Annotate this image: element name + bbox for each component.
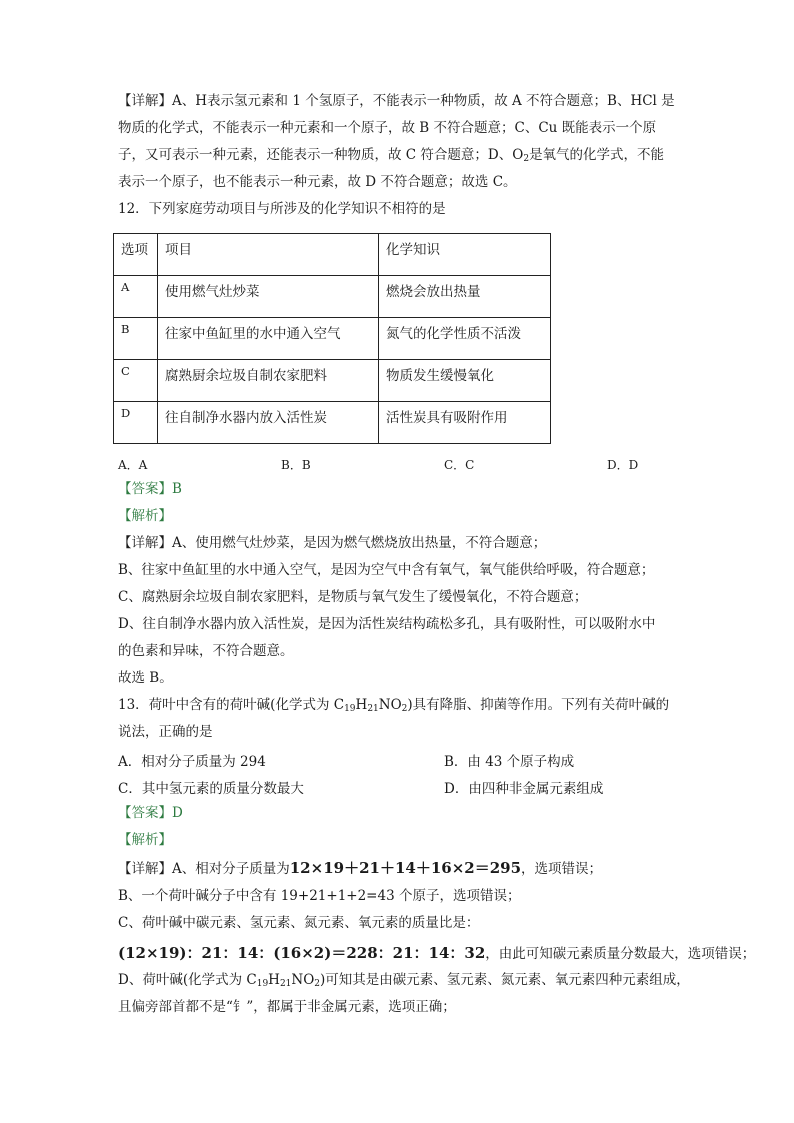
molar-mass-formula: 12×19＋21＋14＋16×2＝295 bbox=[289, 859, 522, 877]
table-header-cell: 项目 bbox=[158, 234, 379, 276]
q11-detail-line-3-tail: 是氧气的化学式，不能 bbox=[529, 147, 665, 163]
q13-analysis-label: 【解析】 bbox=[118, 832, 172, 848]
mass-ratio-formula: (12×19)：21：14：(16×2)＝228：21：14：32 bbox=[118, 944, 486, 962]
table-cell: 使用燃气灶炒菜 bbox=[158, 276, 379, 318]
q11-detail-line-3 bbox=[118, 146, 664, 164]
q13-detail-a: 【详解】A、相对分子质量为12×19＋21＋14＋16×2＝295，选项错误； bbox=[118, 859, 603, 877]
q13-detail-d: D、荷叶碱(化学式为 $C_{19}H_{21}NO_2$)可知其是由碳元素、氢元素、氮元素、氧元素四种元素组成， bbox=[118, 972, 690, 989]
q13-detail-b: B、一个荷叶碱分子中含有 19+21+1+2=43 个原子，选项错误； bbox=[118, 888, 521, 904]
table-cell: 物质发生缓慢氧化 bbox=[379, 360, 551, 402]
table-header-cell: 选项 bbox=[114, 234, 158, 276]
q12-choice-d: D．D bbox=[607, 458, 639, 472]
table-cell: 往自制净水器内放入活性炭 bbox=[158, 402, 379, 444]
table-row bbox=[114, 318, 551, 360]
q13-detail-c: C、荷叶碱中碳元素、氢元素、氮元素、氧元素的质量比是： bbox=[118, 915, 480, 931]
table-cell: D bbox=[114, 402, 158, 444]
table-cell: 燃烧会放出热量 bbox=[379, 276, 551, 318]
q11-detail-line-2: 物质的化学式，不能表示一种元素和一个原子，故 B 不符合题意；C、Cu 既能表示一个原 bbox=[118, 120, 657, 136]
table-cell: 活性炭具有吸附作用 bbox=[379, 402, 551, 444]
table-row bbox=[114, 402, 551, 444]
q13-choice-b: B．由 43 个原子构成 bbox=[444, 754, 575, 770]
q13-ratio-line: (12×19)：21：14：(16×2)＝228：21：14：32，由此可知碳元素质量分数最大，选项错误； bbox=[118, 944, 756, 962]
q13-choice-d: D．由四种非金属元素组成 bbox=[444, 781, 604, 797]
table-row bbox=[114, 276, 551, 318]
q12-detail-line-4: D、往自制净水器内放入活性炭，是因为活性炭结构疏松多孔，具有吸附性，可以吸附水中 bbox=[118, 616, 656, 632]
table-header-cell: 化学知识 bbox=[379, 234, 551, 276]
table-cell: B bbox=[114, 318, 158, 360]
q13-detail-d-line-2: 且偏旁部首都不是“钅”，都属于非金属元素，选项正确； bbox=[118, 999, 456, 1015]
table-cell: A bbox=[114, 276, 158, 318]
q12-answer: 【答案】B bbox=[118, 481, 182, 497]
q13-stem-line-1: 13．荷叶中含有的荷叶碱(化学式为 $C_{19}H_{21}NO_2$)具有降脂、抑菌等作用。下列有关荷叶碱的 bbox=[118, 697, 670, 714]
q11-detail-line-3-text: 子，又可表示一种元素，还能表示一种物质，故 C 符合题意；D、 bbox=[118, 147, 513, 163]
table-cell: 氮气的化学性质不活泼 bbox=[379, 318, 551, 360]
q11-detail-line-1: 【详解】A、H表示氢元素和 1 个氢原子，不能表示一种物质，故 A 不符合题意；B、HCl 是 bbox=[118, 93, 675, 109]
q12-detail-line-3: C、腐熟厨余垃圾自制农家肥料，是物质与氧气发生了缓慢氧化，不符合题意； bbox=[118, 589, 588, 605]
q13-choice-c: C．其中氢元素的质量分数最大 bbox=[118, 781, 304, 797]
q13-choice-a: A．相对分子质量为 294 bbox=[118, 754, 266, 770]
q12-analysis-label: 【解析】 bbox=[118, 508, 172, 524]
q11-detail-line-4: 表示一个原子，也不能表示一种元素，故 D 不符合题意；故选 C。 bbox=[118, 174, 517, 190]
table-cell: 腐熟厨余垃圾自制农家肥料 bbox=[158, 360, 379, 402]
q12-detail-line-2: B、往家中鱼缸里的水中通入空气，是因为空气中含有氧气，氧气能供给呼吸，符合题意； bbox=[118, 562, 655, 578]
q12-detail-line-6: 故选 B。 bbox=[118, 670, 173, 686]
q12-stem: 12．下列家庭劳动项目与所涉及的化学知识不相符的是 bbox=[118, 201, 446, 217]
q13-answer: 【答案】D bbox=[118, 805, 183, 821]
table-cell: 往家中鱼缸里的水中通入空气 bbox=[158, 318, 379, 360]
q12-detail-line-1: 【详解】A、使用燃气灶炒菜，是因为燃气燃烧放出热量，不符合题意； bbox=[118, 535, 547, 551]
q12-detail-line-5: 的色素和异味，不符合题意。 bbox=[118, 643, 294, 659]
q13-stem-line-2: 说法，正确的是 bbox=[118, 724, 213, 740]
table-cell: C bbox=[114, 360, 158, 402]
q12-options-table bbox=[113, 233, 551, 444]
table-row bbox=[114, 360, 551, 402]
o2-formula: $O_2$ bbox=[512, 147, 530, 164]
q12-choice-b: B．B bbox=[281, 458, 311, 472]
q12-choice-c: C．C bbox=[444, 458, 475, 472]
table-header-row bbox=[114, 234, 551, 276]
q12-choice-a: A．A bbox=[118, 458, 148, 472]
